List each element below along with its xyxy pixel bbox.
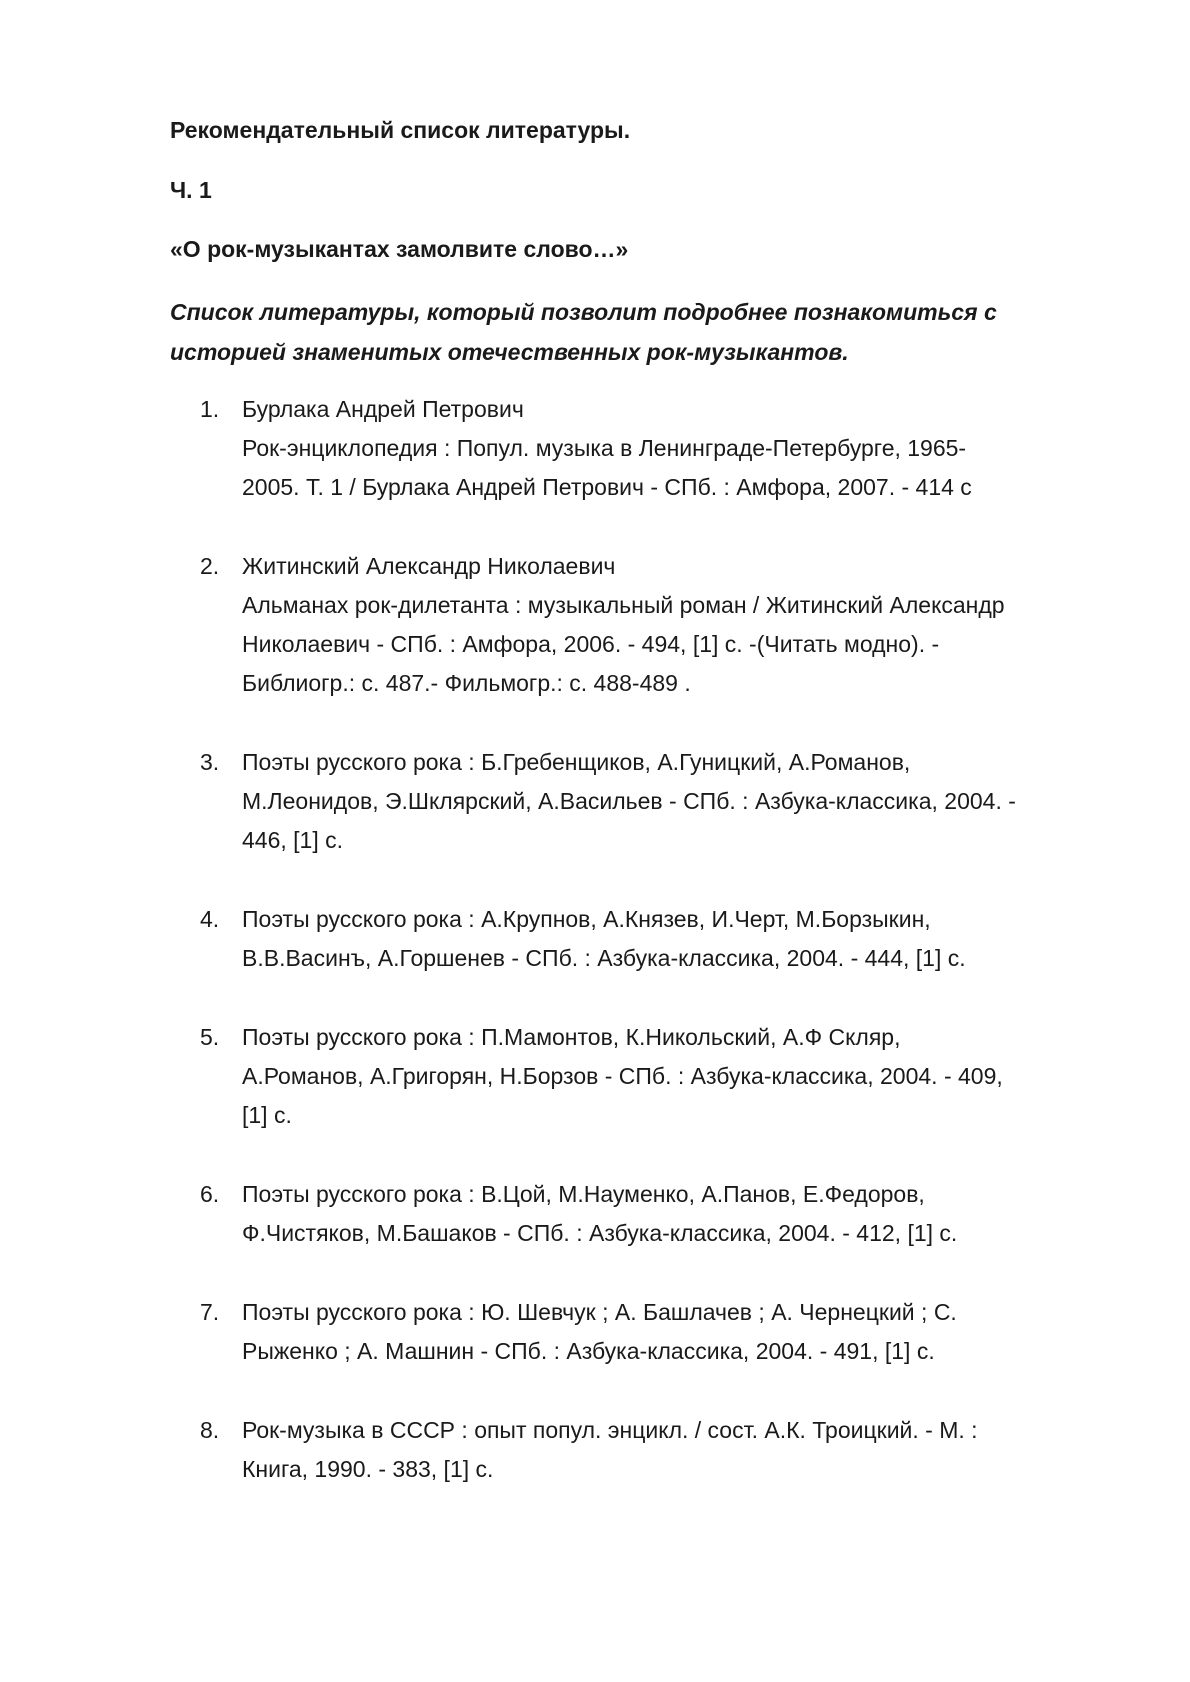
entry-text xyxy=(242,1018,1120,1135)
entry-line: В.В.Васинъ, А.Горшенев - СПб. : Азбука-классика, 2004. - 444, [1] с. xyxy=(242,945,966,971)
intro-line: историей знаменитых отечественных рок-музыкантов. xyxy=(170,339,849,365)
entry-line: Житинский Александр Николаевич xyxy=(242,553,616,579)
entry-text xyxy=(242,390,1120,507)
intro-paragraph xyxy=(170,292,1110,372)
entry-number: 1. xyxy=(200,396,220,422)
entry-text xyxy=(242,900,1120,978)
entry-number: 5. xyxy=(200,1024,220,1050)
entry-number: 3. xyxy=(200,749,220,775)
entry-line: Рок-энциклопедия : Попул. музыка в Ленинграде-Петербурге, 1965- xyxy=(242,435,967,461)
entry-number: 4. xyxy=(200,906,220,932)
entry-line: Рок-музыка в СССР : опыт попул. энцикл. / сост. А.К. Троицкий. - М. : xyxy=(242,1417,978,1443)
entry-number: 2. xyxy=(200,553,220,579)
entry-line: А.Романов, А.Григорян, Н.Борзов - СПб. : Азбука-классика, 2004. - 409, xyxy=(242,1063,1003,1089)
entry-line: Книга, 1990. - 383, [1] с. xyxy=(242,1456,494,1482)
entry-line: 2005. Т. 1 / Бурлака Андрей Петрович - СПб. : Амфора, 2007. - 414 с xyxy=(242,474,972,500)
entry-line: Поэты русского рока : Б.Гребенщиков, А.Гуницкий, А.Романов, xyxy=(242,749,911,775)
entry-line: Поэты русского рока : В.Цой, М.Науменко, А.Панов, Е.Федоров, xyxy=(242,1181,925,1207)
entry-line: Поэты русского рока : А.Крупнов, А.Князев, И.Черт, М.Борзыкин, xyxy=(242,906,931,932)
entry-line: Поэты русского рока : Ю. Шевчук ; А. Башлачев ; А. Чернецкий ; С. xyxy=(242,1299,957,1325)
entry-line: Бурлака Андрей Петрович xyxy=(242,396,524,422)
entry-number: 7. xyxy=(200,1299,220,1325)
intro-line: Список литературы, который позволит подробнее познакомиться с xyxy=(170,299,997,325)
part-label: Ч. 1 xyxy=(170,177,212,203)
entry-text xyxy=(242,1411,1120,1489)
entry-line: Ф.Чистяков, М.Башаков - СПб. : Азбука-классика, 2004. - 412, [1] с. xyxy=(242,1220,958,1246)
entry-line: 446, [1] с. xyxy=(242,827,344,853)
entry-text xyxy=(242,1175,1120,1253)
entry-line: Николаевич - СПб. : Амфора, 2006. - 494, [1] с. -(Читать модно). - xyxy=(242,631,940,657)
entry-line: Рыженко ; А. Машнин - СПб. : Азбука-классика, 2004. - 491, [1] с. xyxy=(242,1338,935,1364)
document-title: Рекомендательный список литературы. xyxy=(170,117,631,143)
document-subtitle: «О рок-музыкантах замолвите слово…» xyxy=(170,236,629,262)
entry-line: Альманах рок-дилетанта : музыкальный роман / Житинский Александр xyxy=(242,592,1005,618)
entry-text xyxy=(242,1293,1120,1371)
entry-number: 6. xyxy=(200,1181,220,1207)
entry-text xyxy=(242,743,1120,860)
entry-number: 8. xyxy=(200,1417,220,1443)
entry-text xyxy=(242,547,1120,703)
entry-line: М.Леонидов, Э.Шклярский, А.Васильев - СПб. : Азбука-классика, 2004. - xyxy=(242,788,1016,814)
entry-line: [1] с. xyxy=(242,1102,292,1128)
entry-line: Поэты русского рока : П.Мамонтов, К.Никольский, А.Ф Скляр, xyxy=(242,1024,901,1050)
entry-line: Библиогр.: с. 487.- Фильмогр.: с. 488-489 . xyxy=(242,670,691,696)
